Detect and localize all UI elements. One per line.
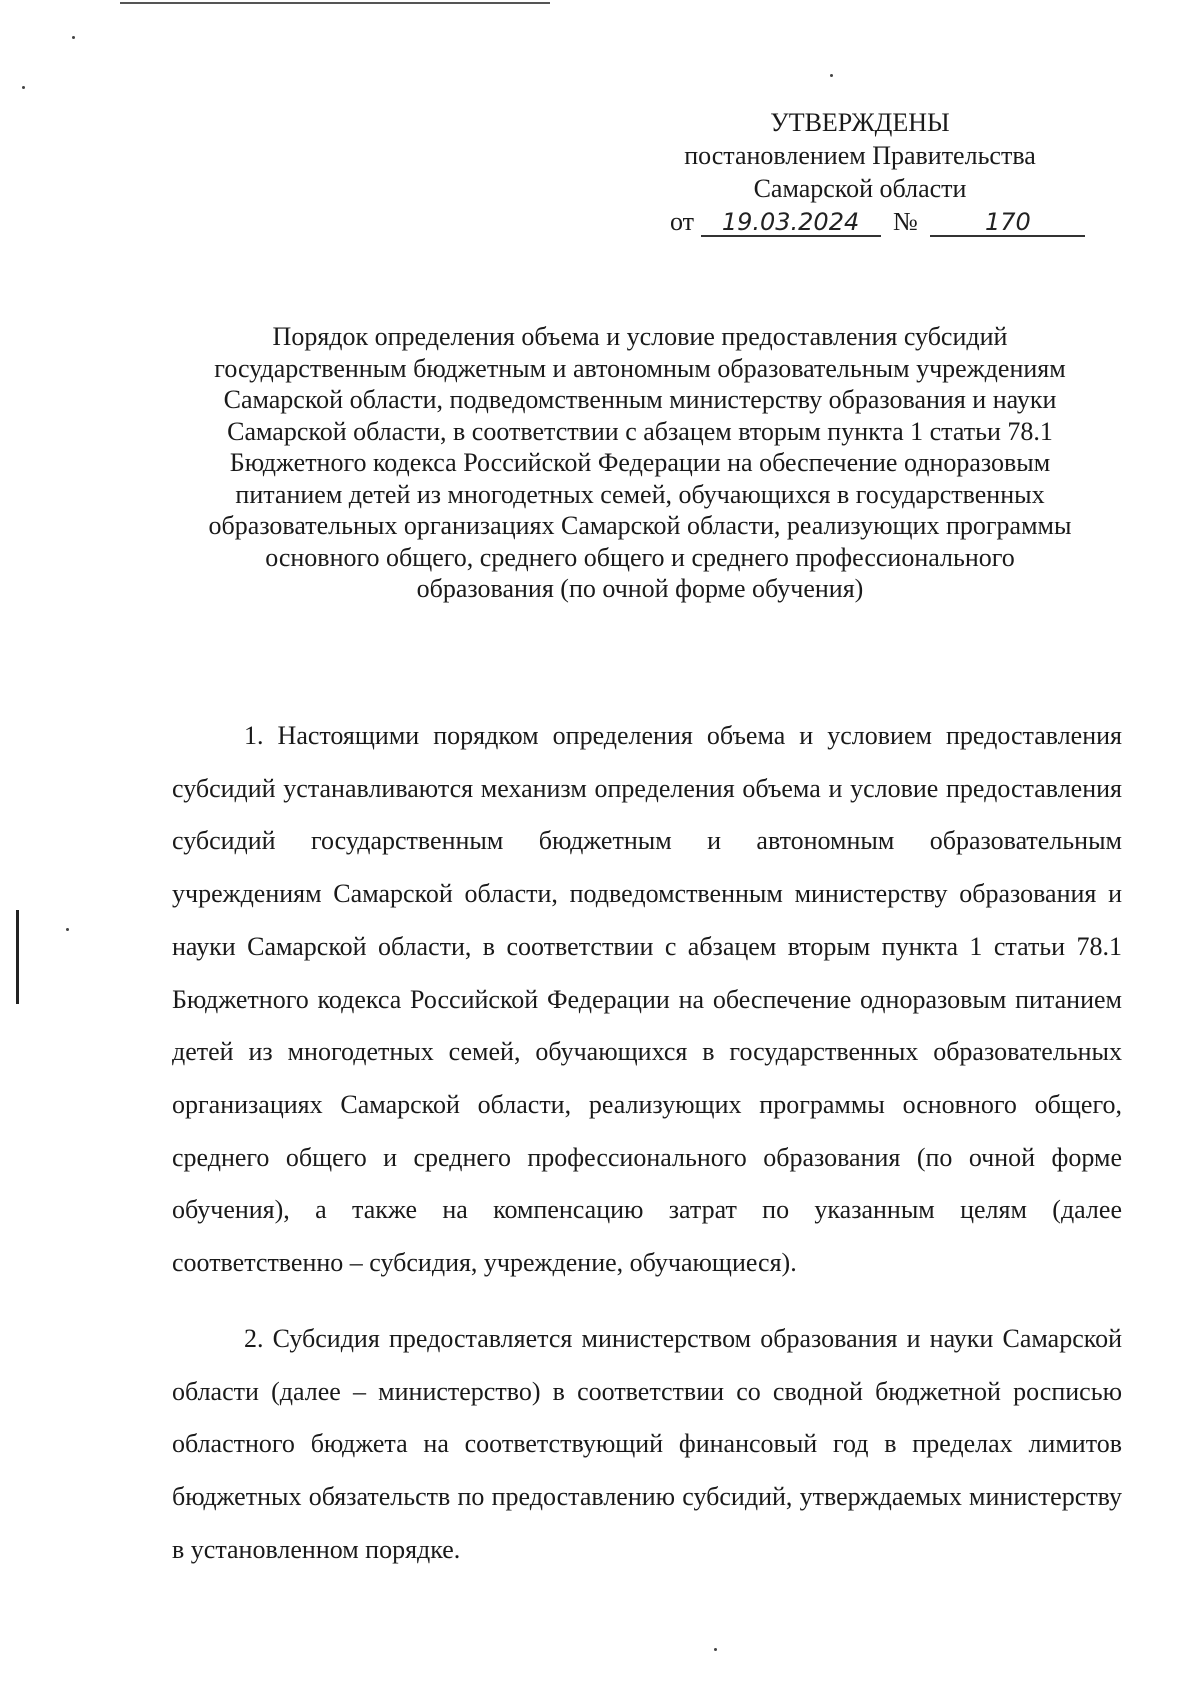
title-line: Самарской области, в соответствии с абзацем вторым пункта 1 статьи 78.1: [227, 416, 1053, 446]
title-line: образовательных организациях Самарской области, реализующих программы: [208, 511, 1072, 540]
scan-speck: [714, 1648, 717, 1651]
paragraph-2-block: [172, 1313, 1122, 1577]
approval-resolution: постановлением Правительства: [684, 141, 1036, 170]
approval-region: Самарской области: [753, 174, 967, 203]
title-line: Порядок определения объема и условие предоставления субсидий: [272, 322, 1008, 351]
scan-speck: [830, 74, 833, 77]
approval-stamp-block: [640, 106, 1080, 238]
paragraph-2: 2. Субсидия предоставляется министерством образования и науки Самарской области (далее – министерство) в соответствии со сводной бюджетной росписью областного бюджета на соответствующий финансовый год в пределах лимитов бюджетных обязательств по предоставлению субсидий, утверждаемых министерству в установленном порядке.: [172, 1324, 1122, 1564]
title-line: питанием детей из многодетных семей, обучающихся в государственных: [235, 479, 1045, 509]
margin-scan-mark: [16, 910, 19, 1004]
scan-speck: [72, 36, 75, 39]
scan-speck: [66, 928, 69, 931]
from-label: от: [670, 207, 695, 236]
title-line: государственным бюджетным и автономным образовательным учреждениям: [214, 353, 1066, 383]
paragraph-1: 1. Настоящими порядком определения объема и условием предоставления субсидий устанавливаются механизм определения объема и условие предоставления субсидий государственным бюджетным и автономным образовательным учреждениям Самарской области, подведомственным министерству образования и науки Самарской области, в соответствии с абзацем вторым пункта 1 статьи 78.1 Бюджетного кодекса Российской Федерации на обеспечение одноразовым питанием детей из многодетных семей, обучающихся в государственных образовательных организациях Самарской области, реализующих программы основного общего, среднего общего и среднего профессионального образования (по очной форме обучения), а также на компенсацию затрат по указанным целям (далее соответственно – субсидия, учреждение, обучающиеся).: [172, 721, 1122, 1278]
paragraph-1-block: [172, 710, 1122, 1290]
number-sign: №: [893, 207, 918, 236]
handwritten-number: 170: [930, 209, 1085, 237]
scan-speck: [22, 86, 25, 89]
approval-heading: УТВЕРЖДЕНЫ: [770, 108, 950, 137]
title-line: образования (по очной форме обучения): [416, 574, 864, 603]
handwritten-date: 19.03.2024: [701, 209, 881, 237]
approval-date-line: [640, 205, 1080, 238]
top-edge-line: [120, 2, 550, 4]
title-line: Бюджетного кодекса Российской Федерации на обеспечение одноразовым: [229, 448, 1051, 477]
document-title: [160, 321, 1120, 605]
title-line: основного общего, среднего общего и среднего профессионального: [265, 542, 1015, 572]
title-line: Самарской области, подведомственным министерству образования и науки: [223, 385, 1057, 414]
